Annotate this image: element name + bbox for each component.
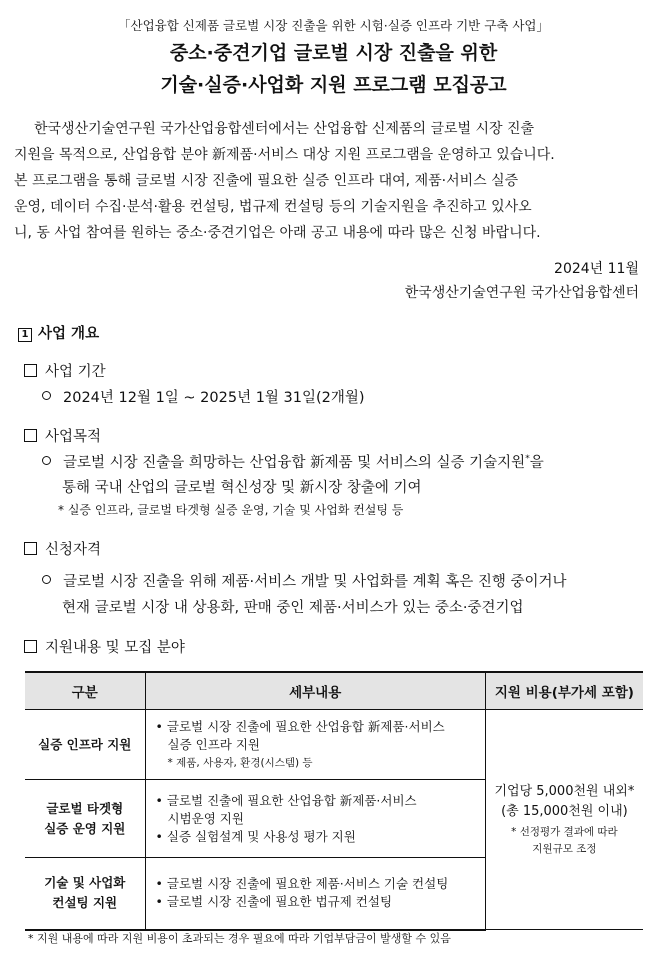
detail-cell: • 글로벌 시장 진출에 필요한 제품·서비스 기술 컨설팅 • 글로벌 시장 진출에 필요한 법규제 컨설팅 (145, 858, 485, 930)
cost-per-company: 기업당 5,000천원 내외* (494, 783, 635, 799)
detail-cell: • 글로벌 시장 진출에 필요한 산업융합 新제품·서비스 실증 인프라 지원 * 제품, 사용자, 환경(시스템) 등 (145, 710, 485, 780)
cost-cell (485, 710, 643, 930)
announcement-date: 2024년 11월 (554, 261, 639, 277)
eligibility-heading: 신청자격 (24, 538, 101, 559)
circle-bullet-icon (42, 456, 51, 465)
project-subtitle: 「산업융합 신제품 글로벌 시장 진출을 위한 시험·실증 인프라 기반 구축 사업」 (118, 18, 549, 33)
square-bullet-icon (24, 542, 37, 555)
purpose-note: * 실증 인프라, 글로벌 타겟형 실증 운영, 기술 및 사업화 컨설팅 등 (58, 503, 404, 517)
intro-line-5: 니, 동 사업 참여를 원하는 중소·중견기업은 아래 공고 내용에 따라 많은 신청 바랍니다. (14, 225, 541, 241)
intro-line-3: 본 프로그램을 통해 글로벌 시장 진출에 필요한 실증 인프라 대여, 제품·서비스 실증 (14, 173, 519, 189)
circle-bullet-icon (42, 575, 51, 584)
eligibility-line-1: 글로벌 시장 진출을 위해 제품·서비스 개발 및 사업화를 계획 혹은 진행 중이거나 (42, 570, 567, 591)
intro-line-1: 한국생산기술연구원 국가산업융합센터에서는 산업융합 신제품의 글로벌 시장 진출 (34, 121, 535, 137)
category-cell: 글로벌 타겟형 실증 운영 지원 (25, 780, 145, 858)
header-detail: 세부내용 (145, 672, 485, 710)
header-cost: 지원 비용(부가세 포함) (485, 672, 643, 710)
purpose-heading: 사업목적 (24, 425, 101, 446)
circle-bullet-icon (42, 391, 51, 400)
support-table (25, 671, 643, 931)
period-text: 2024년 12월 1일 ~ 2025년 1월 31일(2개월) (42, 386, 365, 407)
intro-line-2: 지원을 목적으로, 산업융합 분야 新제품·서비스 대상 지원 프로그램을 운영하고 있습니다. (14, 147, 555, 163)
square-bullet-icon (24, 640, 37, 653)
purpose-line-2: 통해 국내 산업의 글로벌 혁신성장 및 新시장 창출에 기여 (62, 480, 422, 496)
square-bullet-icon (24, 364, 37, 377)
period-heading: 사업 기간 (24, 360, 106, 381)
cost-total: (총 15,000천원 이내) (501, 803, 628, 819)
table-header-row (25, 672, 643, 710)
cost-note-1: * 선정평가 결과에 따라 (511, 825, 618, 838)
intro-line-4: 운영, 데이터 수집·분석·활용 컨설팅, 법규제 컨설팅 등의 기술지원을 추진하고 있사오 (14, 199, 532, 215)
category-cell: 실증 인프라 지원 (25, 710, 145, 780)
section-number: 1 (18, 328, 32, 342)
section-heading (18, 322, 99, 343)
header-category: 구분 (25, 672, 145, 710)
detail-cell: • 글로벌 진출에 필요한 산업융합 新제품·서비스 시범운영 지원 • 실증 실험설계 및 사용성 평가 지원 (145, 780, 485, 858)
section-title: 사업 개요 (38, 326, 100, 342)
purpose-line-1: 글로벌 시장 진출을 희망하는 산업융합 新제품 및 서비스의 실증 기술지원*을 (42, 451, 544, 472)
cost-note-2: 지원규모 조정 (532, 842, 597, 855)
category-cell: 기술 및 사업화 컨설팅 지원 (25, 858, 145, 930)
table-footnote: * 지원 내용에 따라 지원 비용이 초과되는 경우 필요에 따라 기업부담금이 발생할 수 있음 (28, 932, 451, 945)
square-bullet-icon (24, 429, 37, 442)
title-line-2: 기술·실증·사업화 지원 프로그램 모집공고 (160, 74, 507, 96)
title-line-1: 중소·중견기업 글로벌 시장 진출을 위한 (169, 42, 498, 64)
support-heading: 지원내용 및 모집 분야 (24, 636, 185, 657)
organization-name: 한국생산기술연구원 국가산업융합센터 (404, 285, 639, 301)
eligibility-line-2: 현재 글로벌 시장 내 상용화, 판매 중인 제품·서비스가 있는 중소·중견기업 (62, 600, 524, 616)
table-row (25, 710, 643, 780)
